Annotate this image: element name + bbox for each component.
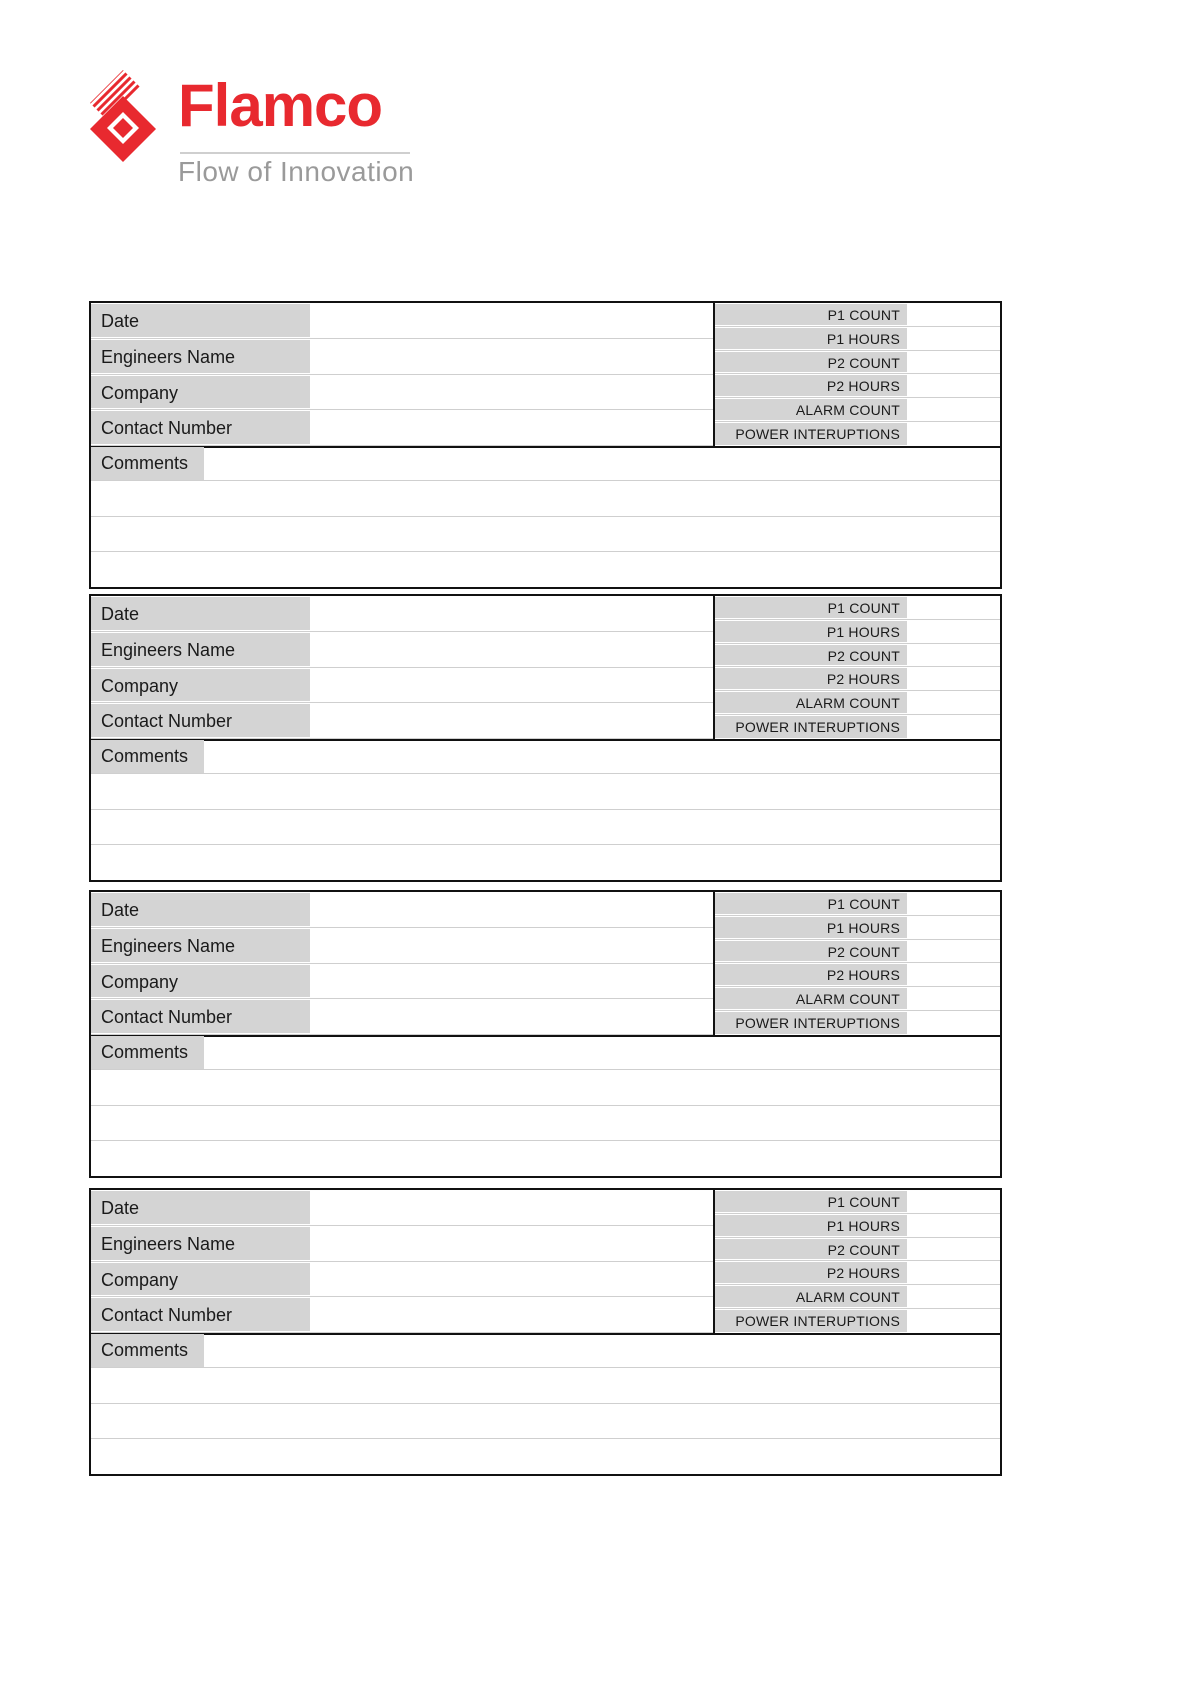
alarm-count-row	[715, 398, 1000, 422]
company-field[interactable]	[310, 668, 713, 703]
comment-line[interactable]	[91, 517, 1000, 552]
p1-hours-row	[715, 327, 1000, 351]
p2-hours-row	[715, 374, 1000, 398]
record-details	[91, 1190, 1000, 1335]
company-label: Company	[91, 965, 310, 998]
flamco-logo	[88, 66, 418, 196]
contact-number-field[interactable]	[310, 999, 713, 1034]
p1-hours-field[interactable]	[907, 327, 1000, 350]
engineers-name-field[interactable]	[310, 1226, 713, 1261]
p1-count-row	[715, 596, 1000, 620]
flamco-diamond-icon	[88, 68, 158, 164]
power-interuptions-row	[715, 1011, 1000, 1035]
date-label: Date	[91, 1191, 310, 1224]
alarm-count-row	[715, 987, 1000, 1011]
contact-number-label: Contact Number	[91, 1298, 310, 1331]
power-interuptions-label: POWER INTERUPTIONS	[715, 1012, 907, 1034]
power-interuptions-row	[715, 1309, 1000, 1333]
contact-number-row	[91, 703, 713, 739]
contact-number-row	[91, 410, 713, 446]
power-interuptions-label: POWER INTERUPTIONS	[715, 1310, 907, 1332]
record-details	[91, 303, 1000, 448]
comment-line[interactable]	[91, 1035, 1000, 1070]
engineers-name-field[interactable]	[310, 632, 713, 667]
p1-count-row	[715, 303, 1000, 327]
p2-hours-label: P2 HOURS	[715, 1262, 907, 1283]
contact-number-label: Contact Number	[91, 411, 310, 444]
service-record-2	[89, 594, 1002, 882]
alarm-count-field[interactable]	[907, 987, 1000, 1010]
comment-line[interactable]	[91, 1070, 1000, 1105]
engineers-name-label: Engineers Name	[91, 929, 310, 962]
engineers-name-label: Engineers Name	[91, 633, 310, 666]
engineers-name-row	[91, 339, 713, 375]
alarm-count-field[interactable]	[907, 691, 1000, 714]
company-row	[91, 964, 713, 1000]
date-label: Date	[91, 597, 310, 630]
alarm-count-row	[715, 691, 1000, 715]
p1-hours-label: P1 HOURS	[715, 917, 907, 938]
p2-hours-row	[715, 1261, 1000, 1285]
comment-line[interactable]	[91, 1333, 1000, 1368]
company-label: Company	[91, 376, 310, 409]
date-row	[91, 892, 713, 928]
contact-number-label: Contact Number	[91, 1000, 310, 1033]
company-field[interactable]	[310, 1262, 713, 1297]
engineers-name-field[interactable]	[310, 339, 713, 374]
p1-hours-field[interactable]	[907, 1214, 1000, 1237]
power-interuptions-row	[715, 715, 1000, 739]
p2-count-row	[715, 940, 1000, 964]
comments-section	[91, 1333, 1000, 1474]
counter-panel	[713, 303, 1000, 446]
p1-count-field[interactable]	[907, 596, 1000, 619]
date-row	[91, 1190, 713, 1226]
comment-line[interactable]	[91, 446, 1000, 481]
alarm-count-field[interactable]	[907, 398, 1000, 421]
record-details	[91, 892, 1000, 1037]
p2-hours-label: P2 HOURS	[715, 375, 907, 396]
p2-hours-label: P2 HOURS	[715, 668, 907, 689]
p2-count-field[interactable]	[907, 940, 1000, 963]
alarm-count-field[interactable]	[907, 1285, 1000, 1308]
date-field[interactable]	[310, 1190, 713, 1225]
p1-hours-row	[715, 916, 1000, 940]
p2-count-label: P2 COUNT	[715, 941, 907, 962]
power-interuptions-field[interactable]	[907, 1309, 1000, 1333]
company-label: Company	[91, 669, 310, 702]
company-field[interactable]	[310, 964, 713, 999]
comments-section	[91, 1035, 1000, 1176]
p1-count-label: P1 COUNT	[715, 1191, 907, 1212]
power-interuptions-label: POWER INTERUPTIONS	[715, 423, 907, 445]
p2-count-label: P2 COUNT	[715, 1239, 907, 1260]
comment-line[interactable]	[91, 1141, 1000, 1176]
alarm-count-label: ALARM COUNT	[715, 988, 907, 1009]
comment-line[interactable]	[91, 481, 1000, 516]
company-row	[91, 668, 713, 704]
engineers-name-row	[91, 632, 713, 668]
power-interuptions-field[interactable]	[907, 1011, 1000, 1035]
comments-section	[91, 739, 1000, 880]
engineers-name-field[interactable]	[310, 928, 713, 963]
alarm-count-row	[715, 1285, 1000, 1309]
comments-label: Comments	[91, 1036, 204, 1069]
power-interuptions-field[interactable]	[907, 715, 1000, 739]
p1-count-field[interactable]	[907, 1190, 1000, 1213]
p2-count-field[interactable]	[907, 644, 1000, 667]
p1-hours-row	[715, 1214, 1000, 1238]
p2-hours-field[interactable]	[907, 963, 1000, 986]
date-row	[91, 303, 713, 339]
contact-number-row	[91, 999, 713, 1035]
p2-count-row	[715, 351, 1000, 375]
comment-line[interactable]	[91, 1106, 1000, 1141]
contact-number-field[interactable]	[310, 410, 713, 445]
comment-line[interactable]	[91, 1368, 1000, 1403]
comments-label: Comments	[91, 740, 204, 773]
p1-hours-label: P1 HOURS	[715, 1215, 907, 1236]
date-label: Date	[91, 893, 310, 926]
comment-line[interactable]	[91, 774, 1000, 809]
date-row	[91, 596, 713, 632]
p1-count-row	[715, 892, 1000, 916]
p2-count-label: P2 COUNT	[715, 352, 907, 373]
engineers-name-row	[91, 928, 713, 964]
service-record-1	[89, 301, 1002, 589]
p1-count-row	[715, 1190, 1000, 1214]
company-row	[91, 1262, 713, 1298]
p2-count-label: P2 COUNT	[715, 645, 907, 666]
p2-hours-row	[715, 667, 1000, 691]
comments-label: Comments	[91, 1334, 204, 1367]
company-label: Company	[91, 1263, 310, 1296]
p1-hours-row	[715, 620, 1000, 644]
alarm-count-label: ALARM COUNT	[715, 692, 907, 713]
p1-count-label: P1 COUNT	[715, 597, 907, 618]
p2-count-field[interactable]	[907, 351, 1000, 374]
p1-count-label: P1 COUNT	[715, 304, 907, 325]
date-field[interactable]	[310, 892, 713, 927]
p1-count-label: P1 COUNT	[715, 893, 907, 914]
date-label: Date	[91, 304, 310, 337]
comments-section	[91, 446, 1000, 587]
comment-line[interactable]	[91, 739, 1000, 774]
comment-line[interactable]	[91, 845, 1000, 880]
comments-label: Comments	[91, 447, 204, 480]
comment-line[interactable]	[91, 552, 1000, 587]
alarm-count-label: ALARM COUNT	[715, 399, 907, 420]
p2-hours-row	[715, 963, 1000, 987]
p1-hours-field[interactable]	[907, 620, 1000, 643]
comment-line[interactable]	[91, 1404, 1000, 1439]
p1-hours-field[interactable]	[907, 916, 1000, 939]
p1-hours-label: P1 HOURS	[715, 621, 907, 642]
contact-number-row	[91, 1297, 713, 1333]
engineers-name-label: Engineers Name	[91, 1227, 310, 1260]
company-field[interactable]	[310, 375, 713, 410]
service-record-4	[89, 1188, 1002, 1476]
engineers-name-label: Engineers Name	[91, 340, 310, 373]
counter-panel	[713, 596, 1000, 739]
p2-count-row	[715, 644, 1000, 668]
brand-tagline: Flow of Innovation	[178, 156, 415, 187]
power-interuptions-field[interactable]	[907, 422, 1000, 446]
brand-name: Flamco	[178, 72, 383, 139]
service-record-3	[89, 890, 1002, 1178]
comment-line[interactable]	[91, 810, 1000, 845]
comment-line[interactable]	[91, 1439, 1000, 1474]
contact-number-label: Contact Number	[91, 704, 310, 737]
alarm-count-label: ALARM COUNT	[715, 1286, 907, 1307]
date-field[interactable]	[310, 303, 713, 338]
logo-divider	[180, 152, 410, 154]
p1-hours-label: P1 HOURS	[715, 328, 907, 349]
contact-number-field[interactable]	[310, 703, 713, 738]
counter-panel	[713, 1190, 1000, 1333]
contact-number-field[interactable]	[310, 1297, 713, 1332]
date-field[interactable]	[310, 596, 713, 631]
company-row	[91, 375, 713, 411]
p2-hours-label: P2 HOURS	[715, 964, 907, 985]
record-details	[91, 596, 1000, 741]
power-interuptions-row	[715, 422, 1000, 446]
p1-count-field[interactable]	[907, 303, 1000, 326]
p1-count-field[interactable]	[907, 892, 1000, 915]
power-interuptions-label: POWER INTERUPTIONS	[715, 716, 907, 738]
p2-count-field[interactable]	[907, 1238, 1000, 1261]
p2-count-row	[715, 1238, 1000, 1262]
p2-hours-field[interactable]	[907, 667, 1000, 690]
counter-panel	[713, 892, 1000, 1035]
engineers-name-row	[91, 1226, 713, 1262]
p2-hours-field[interactable]	[907, 374, 1000, 397]
p2-hours-field[interactable]	[907, 1261, 1000, 1284]
